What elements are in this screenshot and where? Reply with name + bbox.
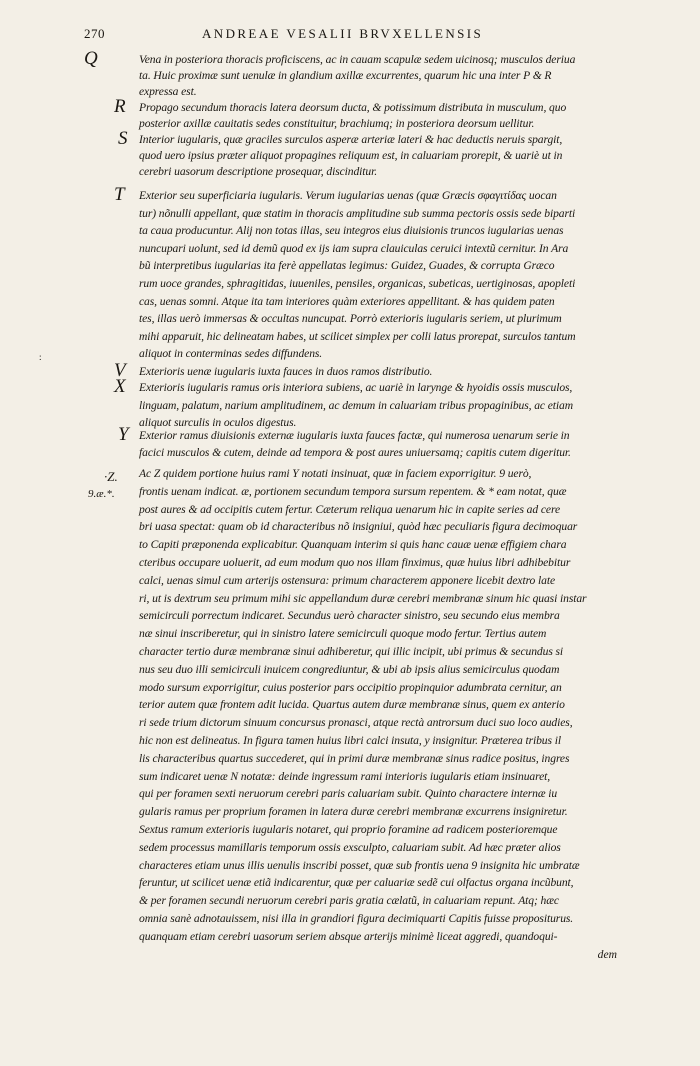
text-line: character tertio duræ membranæ sinui adhiberetur, qui illic incipit, ubi primus & secundus si	[139, 645, 564, 658]
text-line: Exterioris iugularis ramus oris interiora subiens, ac uariè in larynge & hyoidis ossis musculos,	[139, 381, 573, 394]
text-line: Interior iugularis, quæ graciles surculos asperæ arteriæ lateri & hac deductis neruis spargit,	[139, 133, 563, 146]
entry-letter-t: T	[114, 184, 125, 205]
entry-letter-r: R	[114, 96, 126, 117]
text-line: bri uasa spectat: quam ob id characteribus nõ insigniui, quòd hæc peculiaris figura decimoquar	[139, 520, 578, 534]
text-line: cas, uenas somni. Atque ita tam interiores quàm exteriores appellitant. & has quidem paten	[139, 294, 555, 308]
text-line: gularis ramus per proprium foramen in latera duræ cerebri membranæ excurrens insigniretur.	[139, 805, 568, 819]
text-line: ri, ut is dextrum seu primum mihi sic appellandum duræ cerebri membranæ sinum hic quasi instar	[139, 591, 587, 605]
entry-letter-x: X	[114, 376, 126, 397]
text-line: Exterioris uenæ iugularis iuxta fauces in duos ramos distributio.	[139, 365, 433, 378]
text-line: tes, illas uerò immersas & occultas nuncupat. Porrò exterioris iugularis seriem, ut plurimum	[139, 312, 562, 326]
text-line: Sextus ramum exterioris iugularis notaret, qui proprio foramine ad radicem posterioremque	[139, 823, 558, 836]
entry-letter-y: Y	[118, 424, 129, 445]
text-line: tur) nõnulli appellant, quæ statim in thoracis amplitudine sub summa pectoris ossis sede biparti	[139, 206, 576, 220]
text-line: quanquam etiam cerebri uasorum seriem absque arterijs minimè liceat aggredi, quandoqui-	[139, 929, 558, 943]
text-line: to Capiti præponenda explicabitur. Quanquam interim si quis hanc cauæ uenæ effigiem chara	[139, 538, 567, 552]
text-line: ta caua producuntur. Alij non totas illas, seu integros eius diuisionis truncos iugularias uenas	[139, 224, 564, 238]
text-line: linguam, palatum, narium amplitudinem, ac demum in caluariam tribus propaginibus, ac etiam	[139, 398, 574, 412]
running-head: ANDREAE VESALII BRVXELLENSIS	[202, 26, 484, 41]
text-line: calci, uenas simul cum arterijs ostensura: primum characterem apponere licebit dextro late	[139, 573, 556, 587]
text-line: ta. Huic proximæ sunt uenulæ in glandium axillæ excurrentes, quarum hic una inter P & R	[139, 69, 552, 82]
margin-dot: :	[39, 352, 42, 362]
text-line: & per foramen secundi neruorum cerebri paris gratia cælatũ, in caluariam repunt. Atq; hæc	[139, 894, 559, 908]
entry-letter-q: Q	[84, 48, 98, 69]
text-line: facici musculos & cutem, deinde ad tempora & post aures uniuersamq; capitis cutem digeritur.	[139, 445, 571, 459]
text-line: expressa est.	[139, 85, 197, 98]
text-line: feruntur, ut scilicet uenæ etiã indicarentur, quæ per caluariæ sedẽ cui olfactus organa incũbunt,	[139, 876, 574, 890]
text-line: bũ interpretibus iugularias ita ferè appellatas legimus: Guidez, Guades, & corrupta Græco	[139, 259, 555, 273]
text-line: frontis uenam indicat. æ, portionem secundum tempora sursum repentem. & * eam notat, quæ	[139, 484, 567, 498]
text-line: modo sursum exporrigitur, cuius posterior pars occipitio propinquior adumbrata cernitur, an	[139, 680, 562, 694]
text-line: aliquot surculis in oculos digestus.	[139, 416, 297, 430]
entry-letter-s: S	[118, 128, 128, 149]
text-line: sedem processus mamillaris temporum ossis exsculpto, caluariam subit. Ad hæc præter alios	[139, 840, 561, 854]
text-line: Exterior ramus diuisionis externæ iugularis iuxta fauces factæ, qui numerosa uenarum serie in	[139, 429, 570, 442]
text-line: lis characteribus quartus succederet, qui in primi duræ membranæ sinus radice positus, ingres	[139, 751, 570, 765]
text-line: mihi apparuit, hic delineatam habes, ut scilicet simplex per colli latus prorepat, surculos tantum	[139, 329, 576, 343]
text-line: Propago secundum thoracis latera deorsum ducta, & potissimum distributa in musculum, quo	[139, 101, 567, 114]
text-line: næ sinui inscriberetur, qui in sinistro latere semicirculi quoque modo fertur. Tertius autem	[139, 627, 547, 641]
text-line: nus seu duo illi semicirculi inuicem congrediuntur, & ubi ab ipsis alius semicirculus quodam	[139, 662, 560, 676]
text-line: sum indicaret uenæ N notatæ: deinde ingressum rami interioris iugularis etiam insinuaret,	[139, 769, 551, 783]
text-line: nuncupari uolunt, sed id demũ quod ex ijs iam supra clauiculas ceruici intextũ cernitur. In Ara	[139, 241, 569, 255]
entry-letter-v: V	[114, 360, 126, 381]
margin-z-mark: ·Z.	[104, 469, 118, 484]
text-line: characteres etiam unus illis uenulis inscribi posset, quæ sub frontis uena 9 insignita hic umbratæ	[139, 858, 580, 872]
text-line: aliquot in conterminas sedes diffundens.	[139, 347, 323, 361]
catchword: dem	[597, 947, 617, 961]
text-line: Exterior seu superficiaria iugularis. Verum iugularias uenas (quæ Græcis σφαγιτίδας uocan	[139, 189, 557, 202]
text-line: cteribus occupare uoluerit, ad eum modum quo nos illam finximus, quæ huius libri adhibebitur	[139, 556, 571, 569]
text-line: rum uoce grandes, sphragitidas, iuueniles, pensiles, organicas, subeticas, uertiginosas, apopleti	[139, 277, 576, 290]
text-line: post aures & ad occipitis cutem fertur. Cæterum reliqua uenarum hic in capite series ad cere	[139, 502, 560, 516]
text-line: Ac Z quidem portione huius rami Y notati insinuat, quæ in faciem exporrigitur. 9 uerò,	[139, 467, 532, 480]
text-line: Vena in posteriora thoracis proficiscens, ac in cauam scapulæ sedem uicinosq; musculos deriua	[139, 53, 576, 66]
text-line: qui per foramen sexti neruorum cerebri paris caluariam subit. Quinto charactere internæ iu	[139, 787, 558, 801]
page-number: 270	[84, 26, 105, 41]
text-line: omnia sanè adnotauissem, nisi illa in grandiori figura decimiquarti Capitis fuisse propositurus.	[139, 912, 574, 925]
margin-sub-marks: 9.æ.*.	[88, 488, 115, 500]
text-line: semicirculi porrectum indicaret. Secundus uerò character sinistro, seu secundo eius membra	[139, 609, 560, 623]
text-line: terior autem quæ frontem adit lucida. Quartus autem duræ membranæ sinus, quem ex anterio	[139, 698, 565, 712]
page-header	[84, 26, 584, 48]
text-line: quod uero ipsius præter aliquot propagines reliquum est, in caluariam prorepit, & uariè ut in	[139, 149, 563, 162]
text-line: posterior axillæ cauitatis sedes constituitur, brachiumq; in posteriora deorsum uellitur.	[139, 117, 535, 130]
text-line: hic non est delineatus. In figura tamen huius libri calci insuta, y insignitur. Præterea tribus il	[139, 734, 561, 747]
text-line: ri sede trium dictorum sinuum concursus pronasci, atque rectà antrorsum duci suo loco audies,	[139, 716, 573, 730]
text-line: cerebri uasorum descriptione prosequar, discinditur.	[139, 165, 378, 178]
